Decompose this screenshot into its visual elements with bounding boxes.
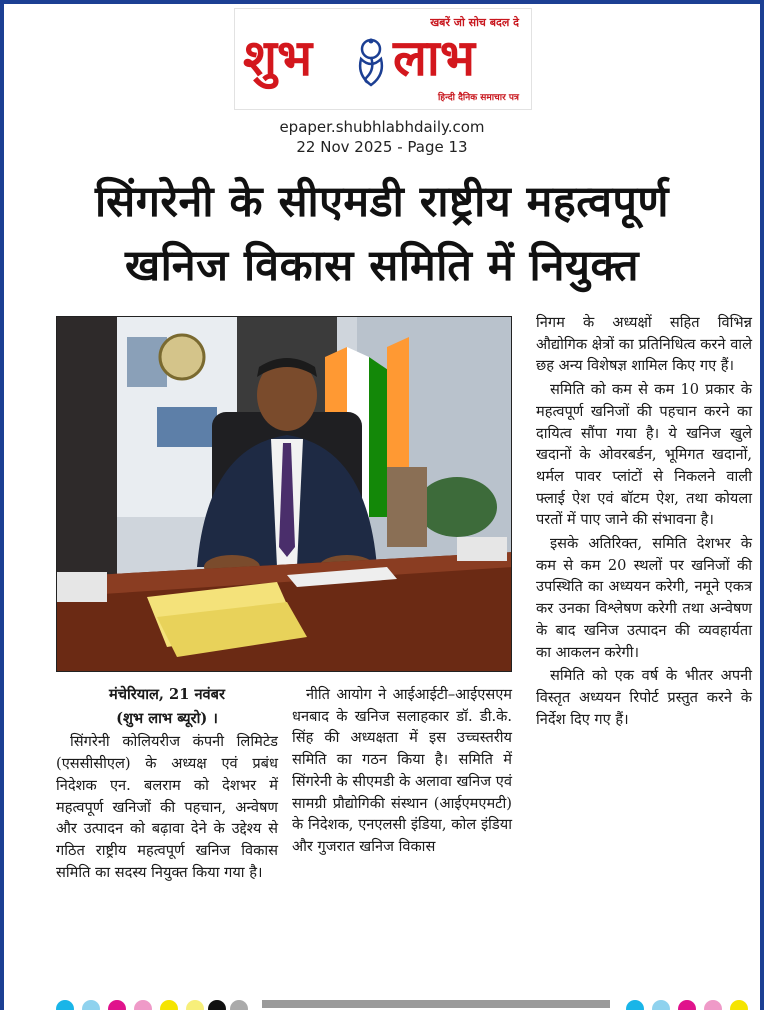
masthead-subtag: हिन्दी दैनिक समाचार पत्र (437, 93, 519, 103)
pink-dot-icon (134, 1000, 152, 1010)
headline-line-2: खनिज विकास समिति में नियुक्त (124, 241, 640, 291)
pink-dot-icon (704, 1000, 722, 1010)
source-date-page: 22 Nov 2025 - Page 13 (296, 138, 468, 156)
grey-dot-icon (230, 1000, 248, 1010)
print-registration-marks (0, 1000, 764, 1010)
grey-bar (262, 1000, 610, 1008)
dateline-bureau: (शुभ लाभ ब्यूरो) । (116, 709, 218, 727)
magenta-dot-icon (108, 1000, 126, 1010)
magenta-dot-icon (678, 1000, 696, 1010)
article-column-1 (56, 684, 278, 885)
lightyellow-dot-icon (186, 1000, 204, 1010)
masthead-tagline: खबरें जो सोच बदल दे (430, 16, 519, 29)
article-paragraph: नीति आयोग ने आईआईटी–आईएसएम धनबाद के खनिज सलाहकार डॉ. डी.के. सिंह की अध्यक्षता में इस उच्चस्तरीय समिति का गठन किया है। समिति में सिंगरेनी के सीएमडी के अलावा खनिज एवं सामग्री प्रौद्योगिकी संस्थान (आईएमएमटी) के निदेशक, एनएलसी इंडिया, कोल इंडिया और गुजरात खनिज विकास (292, 686, 512, 855)
cyan-dot-icon (56, 1000, 74, 1010)
ganesha-emblem-icon (349, 35, 393, 91)
black-dot-icon (208, 1000, 226, 1010)
lightcyan-dot-icon (82, 1000, 100, 1010)
headline-line-1: सिंगरेनी के सीएमडी राष्ट्रीय महत्वपूर्ण (94, 177, 670, 227)
logo-word-labh: लाभ (393, 29, 475, 87)
dateline-place-date: मंचेरियाल, 21 नवंबर (109, 686, 225, 703)
article-column-2 (292, 684, 512, 860)
article-paragraph: समिति को कम से कम 10 प्रकार के महत्वपूर्ण खनिजों की पहचान करने का दायित्व सौंपा गया है। ये खनिज खुले खदानों के ओवरबर्डन, भूमिगत खदानों, थर्मल पावर प्लांटों से निकलने वाली फ्लाई ऐश एवं बॉटम ऐश, तथा कोयला परतों में पाए जाने की संभावना है। (536, 381, 752, 529)
article-photo (56, 316, 512, 672)
lightcyan-dot-icon (652, 1000, 670, 1010)
article-paragraph: सिंगरेनी कोलियरीज कंपनी लिमिटेड (एससीसीएल) के अध्यक्ष एवं प्रबंध निदेशक एन. बलराम को देशभर में महत्वपूर्ण खनिजों की पहचान, अन्वेषण और उत्पादन को बढ़ावा देने के उद्देश्य से गठित राष्ट्रीय महत्वपूर्ण खनिज विकास समिति का सदस्य नियुक्त किया गया है। (56, 733, 278, 881)
article-paragraph: समिति को एक वर्ष के भीतर अपनी विस्तृत अध्ययन रिपोर्ट प्रस्तुत करने के निर्देश दिए गए हैं। (536, 667, 752, 728)
yellow-dot-icon (730, 1000, 748, 1010)
masthead-logo (234, 8, 532, 110)
source-url: epaper.shubhlabhdaily.com (279, 118, 485, 136)
article-paragraph: इसके अतिरिक्त, समिति देशभर के कम से कम 20 स्थलों पर खनिजों की उपस्थिति का अध्ययन करेगी, नमूने एकत्र कर उनका विश्लेषण करेगी तथा अन्वेषण के बाद खनिज उत्पादन की व्यवहार्यता का आकलन करेगी। (536, 535, 752, 661)
logo-word-shubh: शुभ (243, 29, 313, 87)
yellow-dot-icon (160, 1000, 178, 1010)
article-column-3 (536, 312, 752, 732)
article-paragraph: निगम के अध्यक्षों सहित विभिन्न औद्योगिक क्षेत्रों का प्रतिनिधित्व करने वाले छह अन्य विशेषज्ञ शामिल किए गए हैं। (536, 314, 752, 375)
cyan-dot-icon (626, 1000, 644, 1010)
